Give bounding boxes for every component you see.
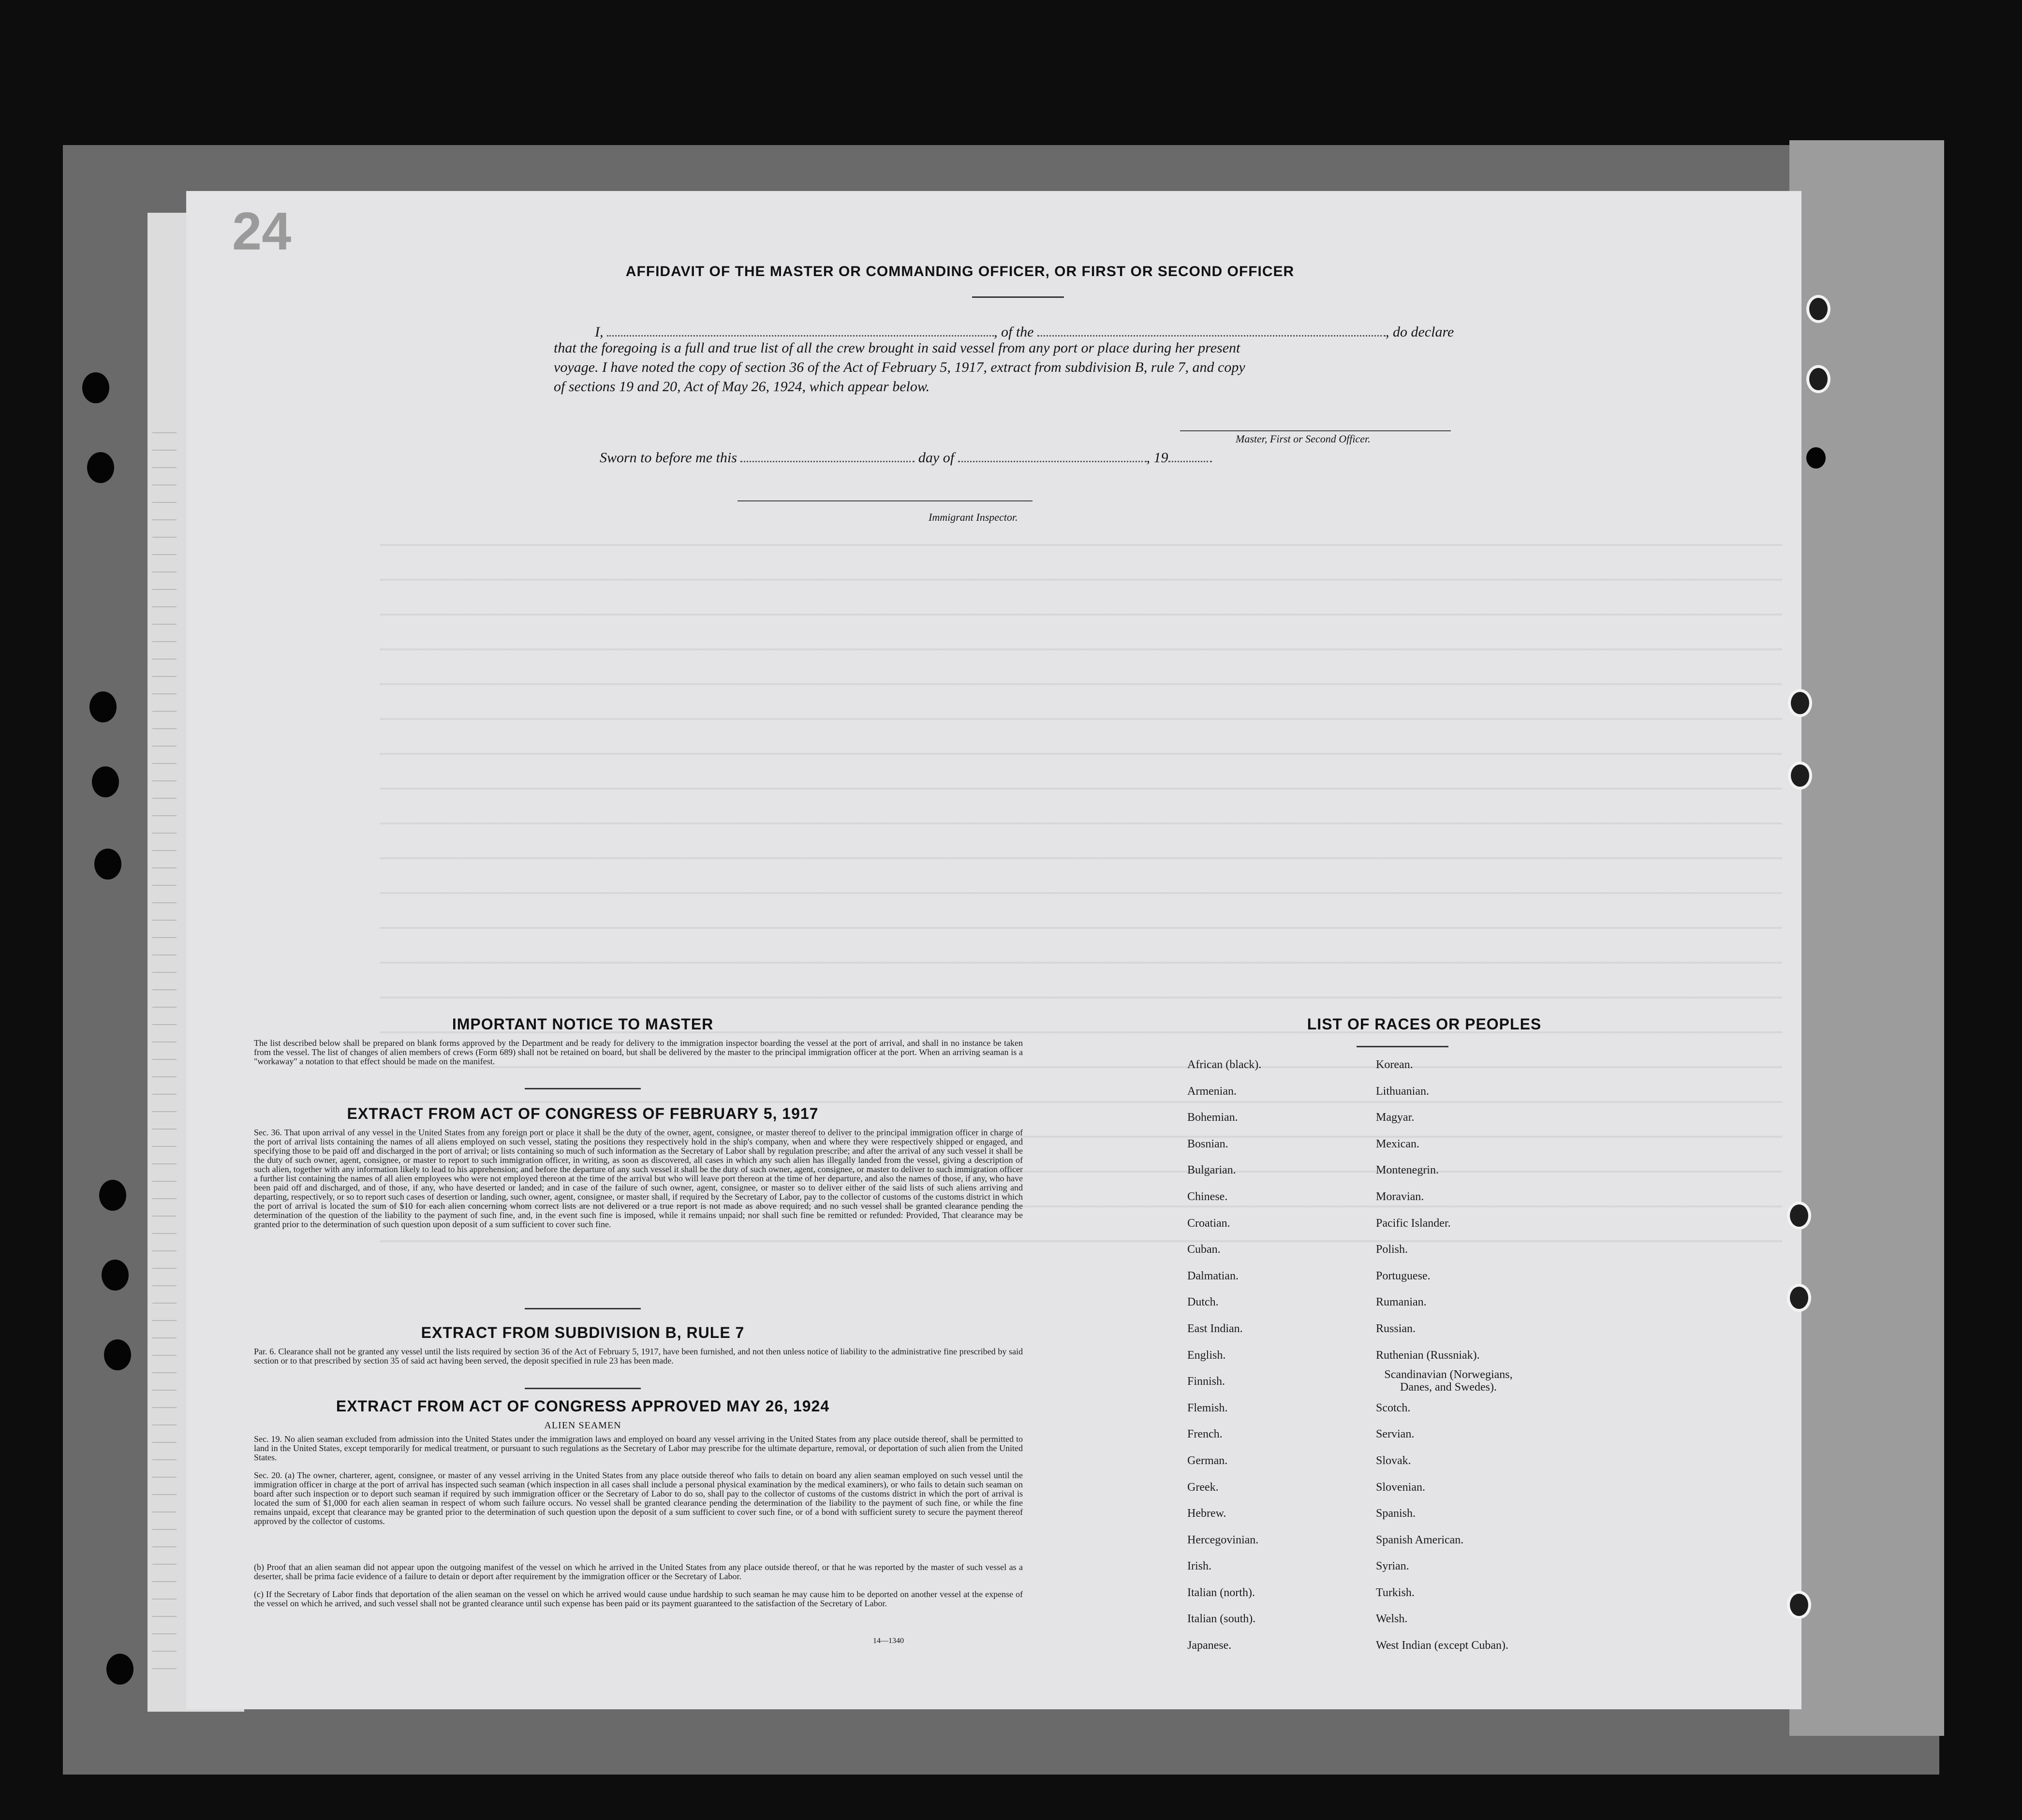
sworn-day-blank	[740, 446, 915, 462]
race-item: Italian (south).	[1187, 1613, 1256, 1626]
binder-hole	[82, 372, 109, 403]
binder-hole	[94, 849, 121, 880]
race-item: Moravian.	[1376, 1190, 1424, 1203]
races-title: LIST OF RACES OR PEOPLES	[1307, 1015, 1542, 1033]
race-item	[1376, 1368, 1521, 1395]
affidavit-form-sheet	[186, 191, 1801, 1709]
binder-hole	[92, 766, 119, 797]
race-item: Croatian.	[1187, 1217, 1230, 1230]
race-item: German.	[1187, 1454, 1228, 1467]
race-item: Bosnian.	[1187, 1137, 1228, 1150]
vessel-name-blank	[1037, 321, 1386, 337]
sworn-line	[600, 446, 1212, 466]
binder-hole	[104, 1339, 131, 1370]
sworn-year-blank	[1168, 446, 1212, 462]
race-item: Slovak.	[1376, 1454, 1411, 1467]
race-item: Magyar.	[1376, 1111, 1415, 1124]
extract-1917-body: Sec. 36. That upon arrival of any vessel in the United States from any foreign port or place it shall be the duty of the owner, agent, consignee, or master thereof to deliver to the principal immigration officer in charge of the port of arrival lists containing the names of all aliens employed on such vessel, stating the positions they respectively hold in the ship's company, when and where they were respectively shipped or engaged, and specifying those to be paid off and discharged in the port of arrival; or lists containing so much of such information as the Secretary of Labor shall by regulation prescribe; and after the arrival of any such vessel it shall be the duty of such owner, agent, consignee, or master to report to such immigration officer, in writing, as soon as discovered, all cases in which any such alien has illegally landed from the vessel, giving a description of such alien, together with any information likely to lead to his apprehension; and before the departure of any such vessel it shall be the duty of such owner, agent, consignee, or master to deliver to such immigration officer a further list containing the names of all alien employees who were not employed thereon at the time of the arrival but who will leave port thereon at the time of her departure, and also the names of those, if any, who have been paid off and discharged, and of those, if any, who have deserted or landed; and in case of the failure of such owner, agent, consignee, or master so to deliver either of the said lists of such aliens arriving and departing, respectively, or so to report such cases of desertion or landing, such owner, agent, consignee, or master shall, if required by the Secretary of Labor, pay to the collector of customs of the customs district in which the port of arrival is located the sum of $10 for each alien concerning whom correct lists are not delivered or a true report is not made as above required; and no such vessel shall be granted clearance pending the determination of the question of the liability to the payment of such fine, and, in the event such fine is imposed, while it remains unpaid; nor shall such fine be remitted or refunded: Provided, That clearance may be granted prior to the determination of such question upon deposit of a sum sufficient to cover such fine.	[254, 1128, 1023, 1229]
race-item: Greek.	[1187, 1481, 1219, 1494]
binder-hole	[1806, 295, 1830, 323]
affidavit-title: AFFIDAVIT OF THE MASTER OR COMMANDING OFFICER, OR FIRST OR SECOND OFFICER	[625, 264, 1295, 279]
affidavit-line-2: that the foregoing is a full and true list of all the crew brought in said vessel from any port or place during her present	[554, 340, 1240, 356]
sworn-text: Sworn to before me this	[600, 450, 737, 466]
race-item: Rumanian.	[1376, 1296, 1427, 1309]
binder-hole	[1788, 689, 1812, 717]
binder-hole	[87, 452, 114, 483]
race-item: Polish.	[1376, 1243, 1408, 1256]
race-item: Dutch.	[1187, 1296, 1219, 1309]
race-item: Irish.	[1187, 1560, 1211, 1573]
race-item-text: Scandinavian (Norwegians, Danes, and Swedes).	[1384, 1368, 1513, 1394]
race-item: Slovenian.	[1376, 1481, 1425, 1494]
race-item: Bulgarian.	[1187, 1164, 1236, 1177]
race-item: Scotch.	[1376, 1401, 1411, 1414]
page-number-stamp: 24	[232, 202, 292, 261]
extract-1924-sec20c: (c) If the Secretary of Labor finds that deportation of the alien seaman on the vessel on which he arrived would cause undue hardship to such seaman he may cause him to be deported on another vessel at the expense of the vessel on which he arrived, and such vessel shall not be granted clearance until such expense has been paid or its payment guaranteed to the satisfaction of the Secretary of Labor.	[254, 1589, 1023, 1608]
extract-1917-title: EXTRACT FROM ACT OF CONGRESS OF FEBRUARY 5, 1917	[347, 1105, 819, 1122]
binder-hole	[1806, 447, 1826, 469]
race-item: Italian (north).	[1187, 1586, 1255, 1599]
race-item: Russian.	[1376, 1322, 1416, 1335]
binder-hole	[99, 1180, 126, 1211]
binder-hole	[1788, 762, 1812, 790]
race-item: Turkish.	[1376, 1586, 1415, 1599]
binder-hole	[1787, 1202, 1811, 1230]
sworn-month-blank	[958, 446, 1147, 462]
affidavit-text-of-the: , of the	[994, 324, 1034, 340]
race-item: Chinese.	[1187, 1190, 1228, 1203]
races-left-column	[1187, 1052, 1261, 1659]
notice-body: The list described below shall be prepared on blank forms approved by the Department and be ready for delivery to the immigration inspector boarding the vessel at the port of arrival, and shall in no instance be taken from the vessel. The list of changes of alien members of crews (Form 689) shall not be retained on board, but shall be delivered by the master to the principal immigration officer at the port. When an arriving seaman is a "workaway" a notation to that effect should be made on the manifest.	[254, 1038, 1023, 1066]
race-item: Cuban.	[1187, 1243, 1221, 1256]
sworn-year-prefix: , 19	[1146, 450, 1168, 466]
section-divider	[525, 1088, 641, 1089]
binder-hole	[1806, 365, 1830, 393]
race-item: Hercegovinian.	[1187, 1533, 1259, 1546]
race-item: Lithuanian.	[1376, 1085, 1429, 1098]
affidavit-text-i: I,	[595, 324, 604, 340]
inspector-caption: Immigrant Inspector.	[929, 511, 1018, 523]
race-item: Dalmatian.	[1187, 1269, 1239, 1282]
race-item: African (black).	[1187, 1058, 1262, 1071]
extract-rule7-body: Par. 6. Clearance shall not be granted any vessel until the lists required by section 36 of the Act of February 5, 1917, have been furnished, and not then unless notice of liability to the administrative fine prescribed by said section or to that prescribed by section 35 of said act having been served, the deposit specified in rule 23 has been made.	[254, 1347, 1023, 1365]
notice-title: IMPORTANT NOTICE TO MASTER	[452, 1015, 714, 1033]
extract-1924-sec20a: Sec. 20. (a) The owner, charterer, agent, consignee, or master of any vessel arriving in the United States from any place outside thereof who fails to detain on board any alien seaman employed on such vessel until the immigration officer in charge at the port of arrival has inspected such seaman (which inspection in all cases shall include a personal physical examination by the medical examiners), or who fails to detain such seaman on board after such inspection or to deport such seaman if required by such immigration officer or the Secretary of Labor to do so, shall pay to the collector of customs of the customs district in which the port of arrival is located the sum of $1,000 for each alien seaman in respect of whom such failure occurs. No vessel shall be granted clearance pending the determination of the liability to the payment of such fine, or while the fine remains unpaid, except that clearance may be granted prior to the determination of such question upon the deposit of a sum sufficient to cover such fine, or of a bond with sufficient surety to secure the payment thereof approved by the collector of customs.	[254, 1470, 1023, 1526]
title-underline	[972, 296, 1064, 298]
inspector-signature-line	[738, 500, 1033, 501]
binder-hole	[102, 1260, 129, 1291]
form-number: 14—1340	[873, 1637, 904, 1645]
races-title-underline	[1357, 1046, 1448, 1047]
race-item: Flemish.	[1187, 1401, 1228, 1414]
race-item: East Indian.	[1187, 1322, 1243, 1335]
race-item: French.	[1187, 1428, 1223, 1441]
binder-hole	[1787, 1284, 1811, 1312]
master-signature-line	[1180, 430, 1451, 431]
affidavit-line-1	[595, 321, 1454, 340]
race-item: Hebrew.	[1187, 1507, 1226, 1520]
section-divider	[525, 1388, 641, 1389]
race-item: Mexican.	[1376, 1137, 1419, 1150]
race-item: English.	[1187, 1349, 1226, 1362]
race-item: Servian.	[1376, 1428, 1415, 1441]
race-item: Montenegrin.	[1376, 1164, 1439, 1177]
extract-1924-sec20b: (b) Proof that an alien seaman did not appear upon the outgoing manifest of the vessel on which he arrived in the United States from any place outside thereof, or that he was reported by the master of such vessel as a deserter, shall be prima facie evidence of a failure to detain or deport after requirement by the immigration officer or the Secretary of Labor.	[254, 1562, 1023, 1581]
races-right-column	[1376, 1052, 1521, 1659]
binder-hole	[89, 691, 117, 722]
race-item: Spanish.	[1376, 1507, 1416, 1520]
race-item: Portuguese.	[1376, 1269, 1431, 1282]
extract-1924-title: EXTRACT FROM ACT OF CONGRESS APPROVED MAY 26, 1924	[336, 1397, 830, 1415]
race-item: Bohemian.	[1187, 1111, 1238, 1124]
alien-seamen-subtitle: ALIEN SEAMEN	[544, 1420, 621, 1431]
race-item: Korean.	[1376, 1058, 1413, 1071]
race-item: Finnish.	[1187, 1375, 1225, 1388]
binder-hole	[1787, 1591, 1811, 1619]
race-item: Japanese.	[1187, 1639, 1232, 1652]
binder-hole	[106, 1654, 133, 1685]
extract-rule7-title: EXTRACT FROM SUBDIVISION B, RULE 7	[421, 1324, 745, 1341]
affidavit-line-4: of sections 19 and 20, Act of May 26, 1924, which appear below.	[554, 379, 930, 395]
ruled-sheet-edge	[152, 416, 177, 1673]
section-divider	[525, 1308, 641, 1309]
sworn-day-of: day of	[918, 450, 955, 466]
race-item: Pacific Islander.	[1376, 1217, 1451, 1230]
affidavit-line-3: voyage. I have noted the copy of section 36 of the Act of February 5, 1917, extract from subdivision B, rule 7, and copy	[554, 359, 1245, 375]
race-item: Armenian.	[1187, 1085, 1237, 1098]
extract-1924-sec19: Sec. 19. No alien seaman excluded from admission into the United States under the immigration laws and employed on board any vessel arriving in the United States from any place outside thereof, shall be permitted to land in the United States, except temporarily for medical treatment, or pursuant to such regulations as the Secretary of Labor may prescribe for the ultimate departure, removal, or deportation of such alien from the United States.	[254, 1434, 1023, 1462]
race-item: Welsh.	[1376, 1613, 1408, 1626]
affidavit-text-declare: , do declare	[1386, 324, 1454, 340]
master-caption: Master, First or Second Officer.	[1236, 433, 1371, 445]
race-item: Spanish American.	[1376, 1533, 1464, 1546]
master-name-blank	[607, 321, 994, 337]
race-item: Syrian.	[1376, 1560, 1409, 1573]
race-item: West Indian (except Cuban).	[1376, 1639, 1508, 1652]
race-item: Ruthenian (Russniak).	[1376, 1349, 1480, 1362]
